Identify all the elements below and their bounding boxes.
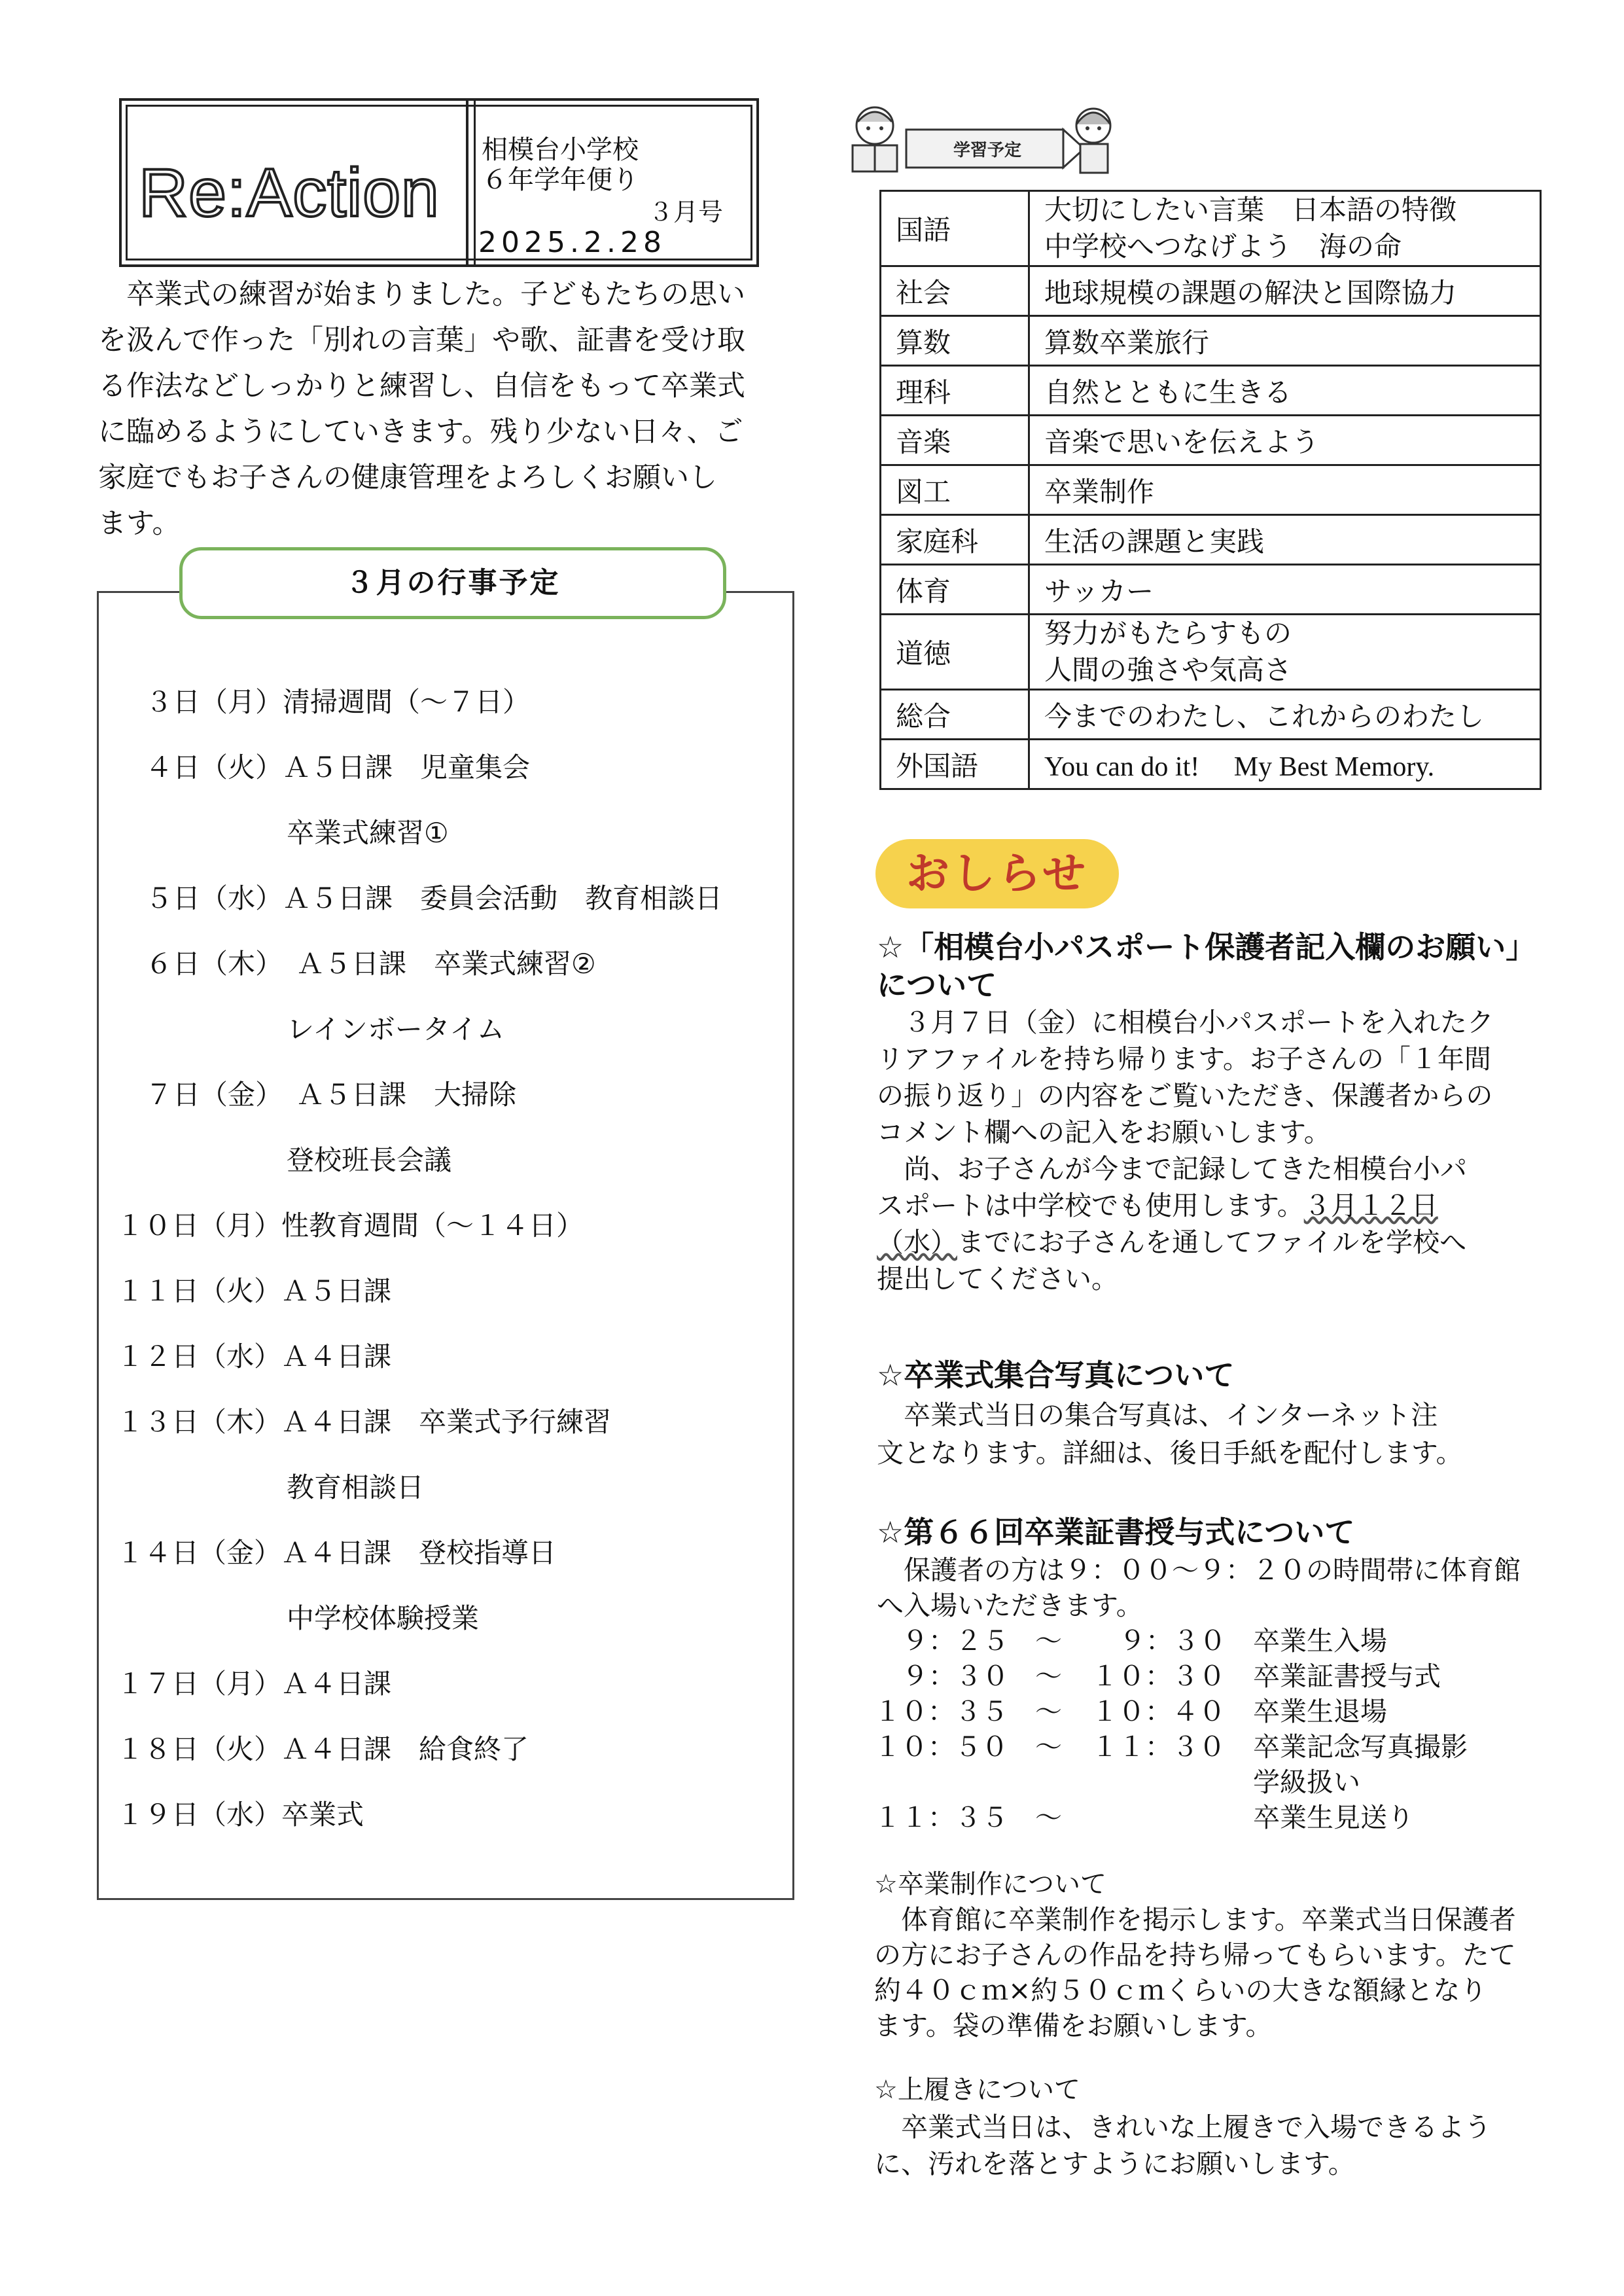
schedule-event: 卒業証書授与式 [1253, 1660, 1441, 1692]
content-line: 中学校へつなげよう 海の命 [1044, 230, 1402, 262]
table-row [881, 515, 1541, 565]
event-line: 中学校体験授業 [287, 1602, 480, 1634]
schedule-event: 卒業生入場 [1253, 1625, 1387, 1657]
subject-cell: 音楽 [881, 416, 1029, 465]
schedule-to: ９：３０ [1119, 1625, 1226, 1657]
content-line: 人間の強さや気高さ [1044, 654, 1292, 686]
event-line: ５日（水）Ａ５日課 委員会活動 教育相談日 [145, 882, 723, 914]
subject-cell: 道徳 [881, 615, 1029, 690]
schedule-to: １０：３０ [1091, 1660, 1226, 1692]
events-heading: ３月の行事予定 [179, 547, 726, 619]
subject-cell: 家庭科 [881, 515, 1029, 565]
subject-cell: 国語 [881, 191, 1029, 266]
content-cell [1029, 191, 1541, 266]
notice-line [877, 1187, 1438, 1224]
content-cell: 自然とともに生きる [1029, 366, 1541, 416]
intro-line: に臨めるようにしていきます。残り少ない日々、ご [98, 416, 743, 448]
intro-line: 家庭でもお子さんの健康管理をよろしくお願いし [98, 461, 717, 494]
masthead-divider [466, 101, 468, 264]
issue-date: 2025.2.28 [478, 226, 666, 259]
schedule-from: １１：３５ [874, 1802, 1008, 1833]
subject-cell: 総合 [881, 690, 1029, 740]
notice-line: ます。袋の準備をお願いします。 [874, 2010, 1273, 2041]
deadline-weekday: （水） [877, 1227, 957, 1258]
event-line: １２日（水）Ａ４日課 [116, 1340, 392, 1372]
subject-cell: 理科 [881, 366, 1029, 416]
table-row [881, 416, 1541, 465]
table-row [881, 740, 1541, 789]
event-line: 卒業式練習① [287, 817, 449, 849]
notice-line: 文となります。詳細は、後日手紙を配付します。 [877, 1437, 1463, 1469]
schedule-event: 卒業記念写真撮影 [1253, 1731, 1468, 1763]
notice-line: リアファイルを持ち帰ります。お子さんの「１年間 [877, 1043, 1491, 1075]
content-cell: サッカー [1029, 565, 1541, 615]
schedule-sep: ～ [1035, 1625, 1062, 1657]
study-heading: 学習予定 [953, 141, 1022, 160]
notice-line-text: スポートは中学校でも使用します。 [877, 1190, 1304, 1221]
notice-badge-label: おしらせ [906, 848, 1089, 899]
notice-line: に、汚れを落とすようにお願いします。 [874, 2148, 1355, 2179]
event-line: １０日（月）性教育週間（～１４日） [116, 1210, 584, 1242]
event-line: １４日（金）Ａ４日課 登校指導日 [116, 1537, 557, 1569]
content-cell [1029, 615, 1541, 690]
subject-cell: 体育 [881, 565, 1029, 615]
event-line: １９日（水）卒業式 [116, 1799, 364, 1831]
study-plan-table [879, 190, 1542, 790]
event-line: ７日（金） Ａ５日課 大掃除 [145, 1079, 517, 1111]
table-row [881, 366, 1541, 416]
notice-heading: ☆卒業制作について [874, 1869, 1107, 1899]
notice-line-text: までにお子さんを通してファイルを学校へ [957, 1227, 1467, 1258]
content-line: 努力がもたらすもの [1044, 617, 1292, 649]
notice-line: ３月７日（金）に相模台小パスポートを入れたク [877, 1007, 1494, 1038]
event-line: １３日（木）Ａ４日課 卒業式予行練習 [116, 1406, 612, 1438]
deadline-date: ３月１２日 [1303, 1190, 1438, 1221]
subject-cell: 図工 [881, 465, 1029, 515]
intro-line: ます。 [98, 507, 181, 540]
notice-line: コメント欄への記入をお願いします。 [877, 1117, 1331, 1148]
table-row [881, 465, 1541, 515]
content-cell: 卒業制作 [1029, 465, 1541, 515]
writing-child-icon [1076, 109, 1110, 173]
intro-line: を汲んで作った「別れの言葉」や歌、証書を受け取 [98, 324, 745, 357]
study-banner-illustration [841, 98, 1116, 177]
event-line: 登校班長会議 [287, 1144, 452, 1176]
notice-line: 約４０ｃｍ×約５０ｃｍくらいの大きな額縁となり [874, 1975, 1487, 2006]
reading-child-icon [853, 107, 897, 171]
schedule-sep: ～ [1035, 1660, 1062, 1692]
notice-line: 保護者の方は９：００～９：２０の時間帯に体育館 [877, 1554, 1521, 1586]
masthead [119, 98, 759, 267]
notice-line: へ入場いただきます。 [877, 1590, 1143, 1621]
school-name: 相模台小学校 [482, 135, 639, 165]
schedule-sep: ～ [1035, 1802, 1062, 1833]
content-cell: 音楽で思いを伝えよう [1029, 416, 1541, 465]
notice-line: の振り返り」の内容をご覧いただき、保護者からの [877, 1080, 1493, 1111]
table-row [881, 690, 1541, 740]
notice-line: 卒業式当日の集合写真は、インターネット注 [877, 1399, 1438, 1431]
intro-line: 卒業式の練習が始まりました。子どもたちの思い [98, 278, 745, 311]
schedule-from: １０：３５ [874, 1696, 1008, 1727]
subject-cell: 算数 [881, 316, 1029, 366]
event-line: レインボータイム [287, 1013, 505, 1045]
table-row [881, 191, 1541, 266]
notice-heading: ☆第６６回卒業証書授与式について [877, 1515, 1355, 1550]
notice-line: の方にお子さんの作品を持ち帰ってもらいます。たて [874, 1939, 1516, 1971]
event-line: ３日（月）清掃週間（～７日） [145, 686, 531, 718]
event-line: ６日（木） Ａ５日課 卒業式練習② [145, 948, 596, 980]
content-cell: You can do it! My Best Memory. [1029, 740, 1541, 789]
notice-line: 卒業式当日は、きれいな上履きで入場できるよう [874, 2111, 1491, 2143]
event-line: １７日（月）Ａ４日課 [116, 1668, 392, 1700]
content-cell: 地球規模の課題の解決と国際協力 [1029, 266, 1541, 316]
event-line: １８日（火）Ａ４日課 給食終了 [116, 1733, 529, 1765]
event-line: ４日（火）Ａ５日課 児童集会 [145, 751, 531, 783]
notice-heading: ☆卒業式集合写真について [877, 1357, 1235, 1393]
schedule-from: ９：２５ [902, 1625, 1009, 1657]
event-line: 教育相談日 [287, 1471, 425, 1503]
newsletter-title-logo: Re:Action [139, 155, 440, 231]
intro-line: る作法などしっかりと練習し、自信をもって卒業式 [98, 370, 745, 403]
notice-line: 提出してください。 [877, 1263, 1118, 1295]
schedule-event: 学級扱い [1253, 1767, 1360, 1798]
schedule-to: １１：３０ [1091, 1731, 1226, 1763]
table-row [881, 266, 1541, 316]
table-row [881, 565, 1541, 615]
table-row [881, 615, 1541, 690]
schedule-to: １０：４０ [1091, 1696, 1226, 1727]
schedule-event: 卒業生見送り [1253, 1802, 1414, 1833]
events-box [97, 591, 794, 1900]
issue-label: ３月号 [648, 198, 724, 226]
subject-cell: 外国語 [881, 740, 1029, 789]
schedule-event: 卒業生退場 [1253, 1696, 1387, 1727]
schedule-sep: ～ [1035, 1731, 1062, 1763]
content-line: 大切にしたい言葉 日本語の特徴 [1044, 194, 1457, 226]
event-line: １１日（火）Ａ５日課 [116, 1275, 392, 1307]
notice-heading: ☆上履きについて [874, 2075, 1081, 2105]
schedule-from: ９：３０ [902, 1660, 1009, 1692]
notice-heading: について [877, 967, 997, 1003]
content-cell: 今までのわたし、これからのわたし [1029, 690, 1541, 740]
notice-badge [875, 839, 1119, 908]
newsletter-name: ６年学年便り [482, 165, 639, 195]
pencil-banner [906, 130, 1084, 168]
subject-cell: 社会 [881, 266, 1029, 316]
study-banner [841, 98, 1116, 177]
notice-line: 尚、お子さんが今まで記録してきた相模台小パ [877, 1153, 1467, 1185]
schedule-from: １０：５０ [874, 1731, 1008, 1763]
notice-line [877, 1224, 1466, 1261]
schedule-sep: ～ [1035, 1696, 1062, 1727]
notice-line: 体育館に卒業制作を掲示します。卒業式当日保護者 [874, 1904, 1516, 1935]
table-row [881, 316, 1541, 366]
notice-heading: ☆「相模台小パスポート保護者記入欄のお願い」 [877, 929, 1536, 965]
masthead-divider-inner [474, 101, 476, 264]
content-cell: 生活の課題と実践 [1029, 515, 1541, 565]
content-cell: 算数卒業旅行 [1029, 316, 1541, 366]
